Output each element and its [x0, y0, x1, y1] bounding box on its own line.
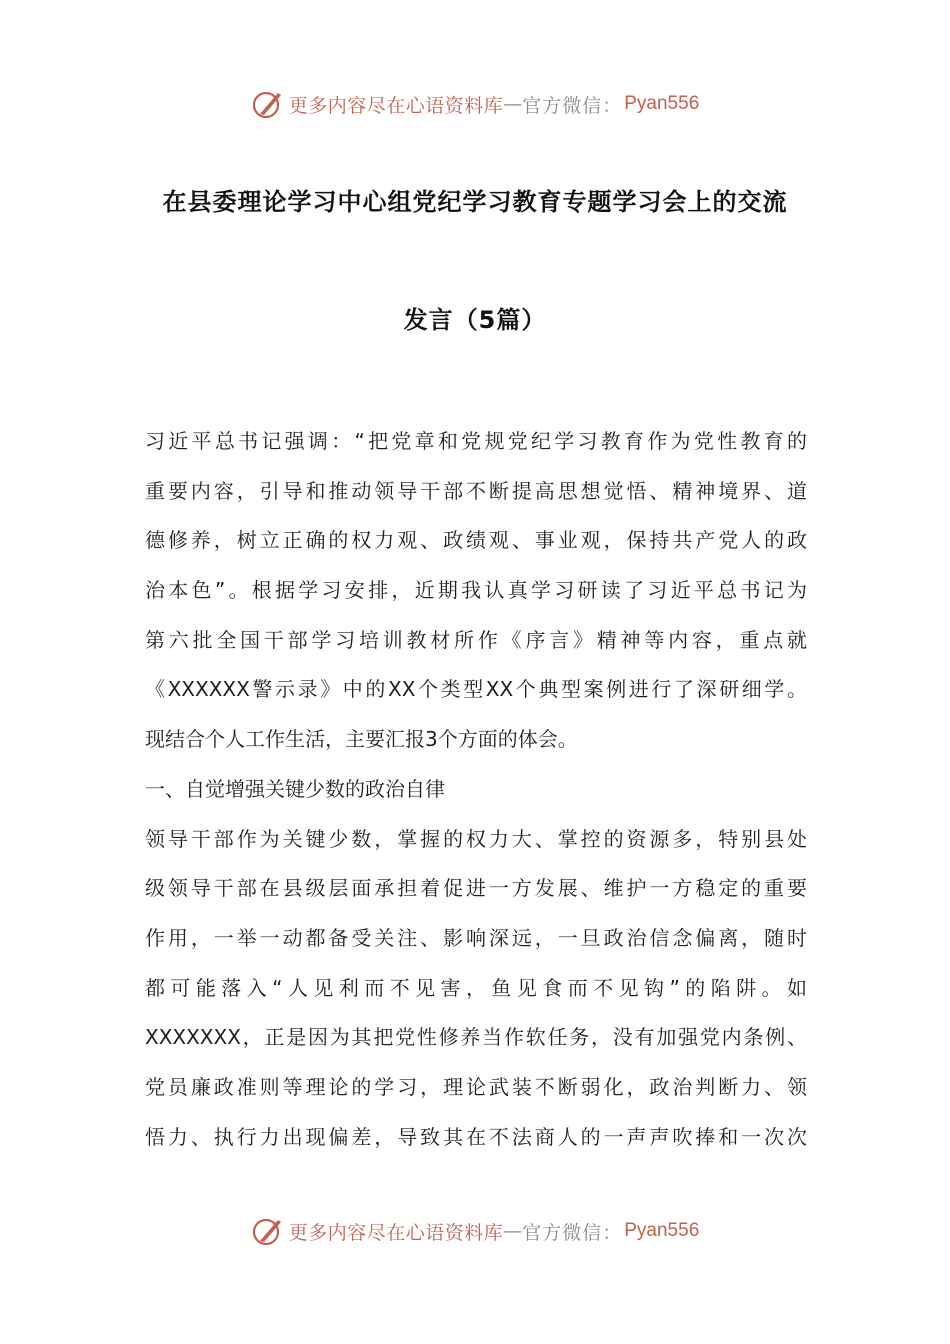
body-line: 级领导干部在县级层面承担着促进一方发展、维护一方稳定的重要	[145, 876, 807, 901]
section-heading: 一、自觉增强关键少数的政治自律	[145, 776, 445, 801]
body-line: XXXXXXX，正是因为其把党性修养当作软任务，没有加强党内条例、	[145, 1025, 807, 1050]
body-line: 习近平总书记强调：“把党章和党规党纪学习教育作为党性教育的	[145, 429, 807, 453]
document-title-line-1: 在县委理论学习中心组党纪学习教育专题学习会上的交流	[162, 188, 788, 216]
header-banner	[0, 84, 950, 124]
body-line: 领导干部作为关键少数，掌握的权力大、掌控的资源多，特别县处	[145, 826, 807, 851]
body-line: 第六批全国干部学习培训教材所作《序言》精神等内容，重点就	[145, 627, 807, 652]
banner-dash: —	[503, 1220, 523, 1242]
quill-logo-icon	[251, 1214, 285, 1248]
banner-text: 更多内容尽在心语资料库	[288, 1221, 504, 1244]
body-line: 党员廉政准则等理论的学习，理论武装不断弱化，政治判断力、领	[145, 1074, 807, 1099]
body-line: 悟力、执行力出现偏差，导致其在不法商人的一声声吹捧和一次次	[145, 1124, 807, 1149]
body-line: 德修养，树立正确的权力观、政绩观、事业观，保持共产党人的政	[145, 528, 807, 553]
body-line: 现结合个人工作生活，主要汇报3个方面的体会。	[145, 727, 578, 752]
body-line: 治本色”。根据学习安排，近期我认真学习研读了习近平总书记为	[145, 578, 807, 603]
document-body	[145, 417, 807, 1162]
banner-dash: —	[503, 93, 523, 115]
body-line: 重要内容，引导和推动领导干部不断提高思想觉悟、精神境界、道	[145, 478, 807, 503]
banner-text: 更多内容尽在心语资料库	[288, 94, 504, 117]
banner-wechat-label: 官方微信：	[522, 1221, 623, 1244]
body-line: 都可能落入“人见利而不见害，鱼见食而不见钩”的陷阱。如	[145, 975, 807, 1000]
banner-wechat-label: 官方微信：	[522, 94, 623, 117]
banner-wechat-id: Pyan556	[624, 93, 700, 114]
footer-banner	[0, 1211, 950, 1251]
body-line: 作用，一举一动都备受关注、影响深远，一旦政治信念偏离，随时	[145, 925, 807, 950]
banner-wechat-id: Pyan556	[624, 1220, 700, 1241]
body-line: 《XXXXXX警示录》中的XX个类型XX个典型案例进行了深研细学。	[145, 677, 807, 702]
quill-logo-icon	[251, 87, 285, 121]
document-title-line-2: 发言（5篇）	[403, 306, 547, 334]
